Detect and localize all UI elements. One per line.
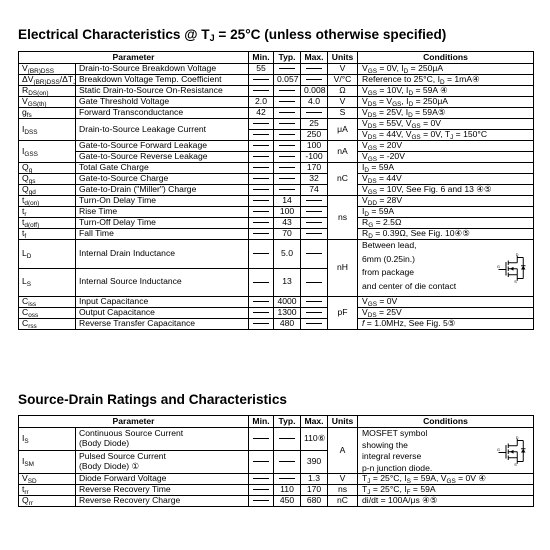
symbol: $Q_{gs}$ xyxy=(19,174,76,185)
max-value xyxy=(301,75,328,86)
dash-mark xyxy=(279,438,295,439)
symbol: $V_{(BR)DSS}$ xyxy=(19,64,76,75)
min-value xyxy=(249,485,274,496)
symbol: $V_{GS(th)}$ xyxy=(19,97,76,108)
min-value xyxy=(249,119,274,130)
parameter-line: (Body Diode) ① xyxy=(79,461,140,471)
table-row xyxy=(19,108,534,119)
units: ns xyxy=(328,485,358,496)
diode-condition-line: integral reverse xyxy=(362,451,422,461)
conditions: Reference to 25°C, $I_D$ = 1mA④ xyxy=(358,75,534,86)
parameter-name: Gate-to-Source Reverse Leakage xyxy=(76,152,249,163)
max-value xyxy=(301,297,328,308)
max-value xyxy=(301,108,328,119)
parameter-name: Breakdown Voltage Temp. Coefficient xyxy=(76,75,249,86)
symbol: $C_{iss}$ xyxy=(19,297,76,308)
dash-mark xyxy=(279,478,295,479)
max-value: 680 xyxy=(301,496,328,507)
min-value xyxy=(249,185,274,196)
parameter-name: Gate Threshold Voltage xyxy=(76,97,249,108)
units: A xyxy=(328,428,358,474)
symbol: $t_{rr}$ xyxy=(19,485,76,496)
dash-mark xyxy=(253,312,269,313)
conditions: $I_D = 59A$ xyxy=(358,163,534,174)
dash-mark xyxy=(306,112,322,113)
dash-mark xyxy=(279,134,295,135)
max-value xyxy=(301,196,328,207)
typ-value: 100 xyxy=(274,207,301,218)
units: pF xyxy=(328,297,358,330)
symbol: $Q_g$ xyxy=(19,163,76,174)
header-parameter: Parameter xyxy=(19,416,249,428)
max-value xyxy=(301,308,328,319)
header-max: Max. xyxy=(301,416,328,428)
header-parameter: Parameter xyxy=(19,52,249,64)
conditions: $R_D = 0.39\Omega$, See Fig. 10④⑤ xyxy=(358,229,534,240)
conditions: $V_{GS} = 0V$, $I_D = 250\mu A$ xyxy=(358,64,534,75)
dash-mark xyxy=(253,200,269,201)
dash-mark xyxy=(253,282,269,283)
source-drain-title: Source-Drain Ratings and Characteristics xyxy=(18,392,287,407)
dash-mark xyxy=(306,282,322,283)
parameter-name xyxy=(76,428,249,451)
conditions: $V_{GS} = -20V$ xyxy=(358,152,534,163)
units: V/°C xyxy=(328,75,358,86)
min-value xyxy=(249,196,274,207)
min-value xyxy=(249,163,274,174)
dash-mark xyxy=(279,167,295,168)
table-row xyxy=(19,97,534,108)
dash-mark xyxy=(253,134,269,135)
table-row xyxy=(19,64,534,75)
header-min: Min. xyxy=(249,52,274,64)
header-units: Units xyxy=(328,416,358,428)
source-drain-table xyxy=(18,415,534,507)
table-row xyxy=(19,218,534,229)
table-row xyxy=(19,207,534,218)
min-value xyxy=(249,218,274,229)
max-value: 100 xyxy=(301,141,328,152)
units: μA xyxy=(328,119,358,141)
parameter-line: Pulsed Source Current xyxy=(79,451,166,462)
dash-mark xyxy=(253,189,269,190)
max-value: 250 xyxy=(301,130,328,141)
max-value: 1.3 xyxy=(301,474,328,485)
svg-text:G: G xyxy=(497,447,500,452)
symbol: $C_{rss}$ xyxy=(19,319,76,330)
svg-text:D: D xyxy=(515,253,519,257)
typ-value xyxy=(274,174,301,185)
dash-mark xyxy=(253,323,269,324)
dash-mark xyxy=(306,200,322,201)
inductance-condition-line: and center of die contact xyxy=(362,280,457,291)
parameter-name xyxy=(76,451,249,474)
symbol: $V_{SD}$ xyxy=(19,474,76,485)
symbol: $g_{fs}$ xyxy=(19,108,76,119)
symbol: $Q_{rr}$ xyxy=(19,496,76,507)
typ-value: 1300 xyxy=(274,308,301,319)
typ-value xyxy=(274,108,301,119)
typ-value xyxy=(274,163,301,174)
table-row xyxy=(19,141,534,152)
units: Ω xyxy=(328,86,358,97)
dash-mark xyxy=(279,145,295,146)
min-value xyxy=(249,130,274,141)
typ-value xyxy=(274,141,301,152)
typ-value xyxy=(274,86,301,97)
max-value: 110⑥ xyxy=(301,428,328,451)
parameter-name: Total Gate Charge xyxy=(76,163,249,174)
parameter-name: Reverse Transfer Capacitance xyxy=(76,319,249,330)
max-value: 390 xyxy=(301,451,328,474)
dash-mark xyxy=(279,123,295,124)
min-value xyxy=(249,474,274,485)
dash-mark xyxy=(306,301,322,302)
dash-mark xyxy=(253,461,269,462)
parameter-line: (Body Diode) xyxy=(79,438,130,448)
max-value: 0.008 xyxy=(301,86,328,97)
symbol: $I_{GSS}$ xyxy=(19,141,76,163)
parameter-name: Internal Source Inductance xyxy=(76,268,249,297)
table-row xyxy=(19,229,534,240)
min-value xyxy=(249,496,274,507)
conditions: $V_{GS} = 20V$ xyxy=(358,141,534,152)
header-conditions: Conditions xyxy=(358,52,534,64)
symbol: $t_f$ xyxy=(19,229,76,240)
symbol: $L_D$ xyxy=(19,240,76,269)
typ-value: 4000 xyxy=(274,297,301,308)
symbol: $I_S$ xyxy=(19,428,76,451)
conditions: $I_D = 59A$ xyxy=(358,207,534,218)
symbol: $L_S$ xyxy=(19,268,76,297)
max-value xyxy=(301,268,328,297)
max-value xyxy=(301,64,328,75)
dash-mark xyxy=(253,145,269,146)
min-value xyxy=(249,308,274,319)
typ-value xyxy=(274,64,301,75)
table-row xyxy=(19,163,534,174)
svg-text:S: S xyxy=(514,462,517,467)
dash-mark xyxy=(253,301,269,302)
max-value: 4.0 xyxy=(301,97,328,108)
dash-mark xyxy=(253,156,269,157)
parameter-name: Gate-to-Source Forward Leakage xyxy=(76,141,249,152)
min-value xyxy=(249,268,274,297)
conditions: $V_{DS} = 55V$, $V_{GS} = 0V$ xyxy=(358,119,534,130)
dash-mark xyxy=(253,222,269,223)
min-value xyxy=(249,75,274,86)
diode-condition-line: showing the xyxy=(362,439,408,450)
conditions: $V_{DS} = V_{GS}$, $I_D = 250\mu A$ xyxy=(358,97,534,108)
parameter-name: Drain-to-Source Leakage Current xyxy=(76,119,249,141)
typ-value: 70 xyxy=(274,229,301,240)
conditions: $V_{GS} = 10V$, See Fig. 6 and 13 ④⑤ xyxy=(358,185,534,196)
min-value: 55 xyxy=(249,64,274,75)
conditions: $V_{DS} = 25V$ xyxy=(358,308,534,319)
dash-mark xyxy=(279,112,295,113)
parameter-name: Fall Time xyxy=(76,229,249,240)
table-row xyxy=(19,485,534,496)
dash-mark xyxy=(253,500,269,501)
typ-value xyxy=(274,119,301,130)
inductance-condition-line: from package xyxy=(362,267,415,277)
max-value xyxy=(301,240,328,269)
min-value xyxy=(249,152,274,163)
mosfet-symbol-icon xyxy=(497,436,527,466)
symbol: $C_{oss}$ xyxy=(19,308,76,319)
symbol: $t_{d(off)}$ xyxy=(19,218,76,229)
dash-mark xyxy=(306,233,322,234)
typ-value: 14 xyxy=(274,196,301,207)
typ-value: 13 xyxy=(274,268,301,297)
min-value: 42 xyxy=(249,108,274,119)
inductance-condition-line: Between lead, xyxy=(362,240,417,250)
parameter-name: Diode Forward Voltage xyxy=(76,474,249,485)
parameter-name: Reverse Recovery Charge xyxy=(76,496,249,507)
parameter-name: Rise Time xyxy=(76,207,249,218)
header-max: Max. xyxy=(301,52,328,64)
min-value xyxy=(249,86,274,97)
dash-mark xyxy=(253,90,269,91)
dash-mark xyxy=(279,90,295,91)
conditions: $V_{DS} = 44V$ xyxy=(358,174,534,185)
conditions: f = 1.0MHz, See Fig. 5⑤ xyxy=(358,319,534,330)
min-value xyxy=(249,207,274,218)
electrical-characteristics-table xyxy=(18,51,534,330)
conditions xyxy=(358,240,534,297)
max-value xyxy=(301,218,328,229)
units: V xyxy=(328,474,358,485)
max-value: 25 xyxy=(301,119,328,130)
symbol: $R_{DS(on)}$ xyxy=(19,86,76,97)
dash-mark xyxy=(279,461,295,462)
conditions: $V_{DD} = 28V$ xyxy=(358,196,534,207)
typ-value: 110 xyxy=(274,485,301,496)
dash-mark xyxy=(306,253,322,254)
parameter-name: Reverse Recovery Time xyxy=(76,485,249,496)
table-row xyxy=(19,240,534,269)
units: S xyxy=(328,108,358,119)
parameter-line: Continuous Source Current xyxy=(79,428,184,439)
typ-value xyxy=(274,451,301,474)
max-value xyxy=(301,207,328,218)
units: ns xyxy=(328,196,358,240)
typ-value: 450 xyxy=(274,496,301,507)
table-row xyxy=(19,75,534,86)
header-typ: Typ. xyxy=(274,52,301,64)
table-row xyxy=(19,174,534,185)
parameter-name: Forward Transconductance xyxy=(76,108,249,119)
parameter-name: Turn-Off Delay Time xyxy=(76,218,249,229)
max-value xyxy=(301,319,328,330)
header-conditions: Conditions xyxy=(358,416,534,428)
dash-mark xyxy=(306,323,322,324)
dash-mark xyxy=(253,438,269,439)
mosfet-symbol-icon xyxy=(497,253,527,283)
dash-mark xyxy=(279,156,295,157)
inductance-condition-line: 6mm (0.25in.) xyxy=(362,253,416,264)
dash-mark xyxy=(279,189,295,190)
parameter-name: Input Capacitance xyxy=(76,297,249,308)
units: nC xyxy=(328,163,358,196)
svg-text:D: D xyxy=(515,435,519,440)
parameter-name: Gate-to-Source Charge xyxy=(76,174,249,185)
max-value xyxy=(301,229,328,240)
diode-condition-line: p-n junction diode. xyxy=(362,462,433,473)
typ-value: 5.0 xyxy=(274,240,301,269)
units: V xyxy=(328,97,358,108)
typ-value xyxy=(274,185,301,196)
max-value: 74 xyxy=(301,185,328,196)
typ-value: 43 xyxy=(274,218,301,229)
parameter-name: Static Drain-to-Source On-Resistance xyxy=(76,86,249,97)
max-value: 32 xyxy=(301,174,328,185)
max-value: 170 xyxy=(301,485,328,496)
conditions: $T_J = 25^\circ C$, $I_F = 59A$ xyxy=(358,485,534,496)
units: V xyxy=(328,64,358,75)
typ-value xyxy=(274,428,301,451)
table-row xyxy=(19,297,534,308)
dash-mark xyxy=(253,79,269,80)
units: nH xyxy=(328,240,358,297)
header-typ: Typ. xyxy=(274,416,301,428)
symbol: $I_{DSS}$ xyxy=(19,119,76,141)
symbol: $I_{SM}$ xyxy=(19,451,76,474)
dash-mark xyxy=(306,211,322,212)
conditions: $V_{GS} = 10V$, $I_D = 59A$ ④ xyxy=(358,86,534,97)
conditions: $T_J = 25^\circ C$, $I_S = 59A$, $V_{GS} = 0V$ ④ xyxy=(358,474,534,485)
conditions xyxy=(358,428,534,474)
electrical-characteristics-title: Electrical Characteristics @ $T_J = 25^\circ C$ (unless otherwise specified) xyxy=(18,27,447,43)
table-row xyxy=(19,308,534,319)
min-value xyxy=(249,174,274,185)
min-value xyxy=(249,428,274,451)
min-value xyxy=(249,451,274,474)
min-value xyxy=(249,297,274,308)
table-row xyxy=(19,196,534,207)
max-value: 170 xyxy=(301,163,328,174)
dash-mark xyxy=(306,312,322,313)
min-value: 2.0 xyxy=(249,97,274,108)
svg-text:G: G xyxy=(497,265,500,269)
max-value: -100 xyxy=(301,152,328,163)
parameter-name: Turn-On Delay Time xyxy=(76,196,249,207)
parameter-name: Output Capacitance xyxy=(76,308,249,319)
dash-mark xyxy=(279,68,295,69)
table-row xyxy=(19,119,534,130)
dash-mark xyxy=(253,211,269,212)
dash-mark xyxy=(306,222,322,223)
table-row xyxy=(19,474,534,485)
typ-value: 0.057 xyxy=(274,75,301,86)
dash-mark xyxy=(306,79,322,80)
dash-mark xyxy=(253,123,269,124)
parameter-name: Gate-to-Drain ("Miller") Charge xyxy=(76,185,249,196)
conditions: $V_{DS} = 44V$, $V_{GS} = 0V$, $T_J = 150^\circ C$ xyxy=(358,130,534,141)
symbol: $\Delta V_{(BR)DSS}/\Delta T_J$ xyxy=(19,75,76,86)
table-row xyxy=(19,428,534,451)
typ-value xyxy=(274,152,301,163)
table-row xyxy=(19,319,534,330)
symbol: $Q_{gd}$ xyxy=(19,185,76,196)
units: nA xyxy=(328,141,358,163)
min-value xyxy=(249,229,274,240)
dash-mark xyxy=(253,489,269,490)
parameter-name: Drain-to-Source Breakdown Voltage xyxy=(76,64,249,75)
symbol: $t_r$ xyxy=(19,207,76,218)
typ-value xyxy=(274,130,301,141)
diode-condition-line: MOSFET symbol xyxy=(362,428,428,438)
conditions: $V_{GS} = 0V$ xyxy=(358,297,534,308)
table-row xyxy=(19,86,534,97)
symbol: $t_{d(on)}$ xyxy=(19,196,76,207)
min-value xyxy=(249,240,274,269)
header-min: Min. xyxy=(249,416,274,428)
dash-mark xyxy=(279,178,295,179)
dash-mark xyxy=(253,233,269,234)
table-row xyxy=(19,152,534,163)
dash-mark xyxy=(253,253,269,254)
conditions: di/dt = 100A/μs ④⑤ xyxy=(358,496,534,507)
dash-mark xyxy=(253,478,269,479)
typ-value xyxy=(274,474,301,485)
dash-mark xyxy=(279,101,295,102)
conditions: $V_{DS} = 25V$, $I_D$ = 59A⑤ xyxy=(358,108,534,119)
table-row xyxy=(19,185,534,196)
dash-mark xyxy=(306,68,322,69)
header-units: Units xyxy=(328,52,358,64)
typ-value xyxy=(274,97,301,108)
svg-text:S: S xyxy=(514,280,517,284)
min-value xyxy=(249,141,274,152)
units: nC xyxy=(328,496,358,507)
min-value xyxy=(249,319,274,330)
table-row xyxy=(19,496,534,507)
dash-mark xyxy=(253,167,269,168)
conditions: $R_G = 2.5\Omega$ xyxy=(358,218,534,229)
dash-mark xyxy=(253,178,269,179)
parameter-name: Internal Drain Inductance xyxy=(76,240,249,269)
typ-value: 480 xyxy=(274,319,301,330)
